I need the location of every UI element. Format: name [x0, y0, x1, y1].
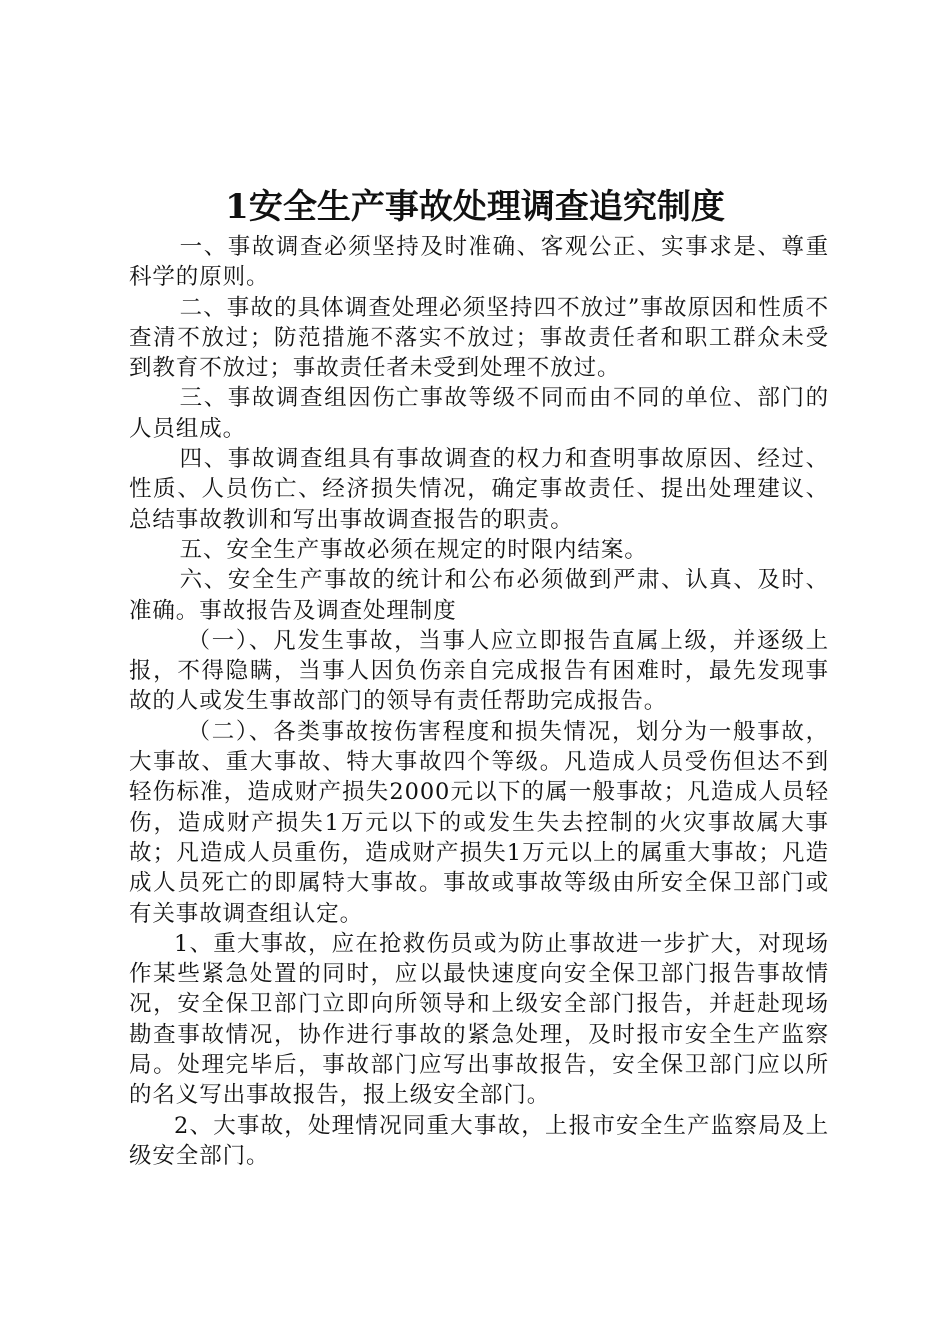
paragraph-principle: 一、事故调查必须坚持及时准确、客观公正、实事求是、尊重科学的原则。 — [129, 234, 829, 291]
paragraph-statistics: 六、安全生产事故的统计和公布必须做到严肃、认真、及时、准确。事故报告及调查处理制度 — [129, 567, 829, 624]
paragraph-report-immediately: （一）、凡发生事故，当事人应立即报告直属上级，并逐级上报，不得隐瞒，当事人因负伤亲自完成报告有困难时，最先发现事故的人或发生事故部门的领导有责任帮助完成报告。 — [129, 627, 829, 715]
paragraph-accident-levels: （二）、各类事故按伤害程度和损失情况，划分为一般事故，大事故、重大事故、特大事故四个等级。凡造成人员受伤但达不到轻伤标准，造成财产损失2000元以下的属一般事故；凡造成人员轻伤，造成财产损失1万元以下的或发生失去控制的火灾事故属大事故；凡造成人员重伤，造成财产损失1万元以上的属重大事故；凡造成人员死亡的即属特大事故。事故或事故等级由所安全保卫部门或有关事故调查组认定。 — [129, 718, 829, 927]
paragraph-major-accident: 1、重大事故，应在抢救伤员或为防止事故进一步扩大，对现场作某些紧急处置的同时，应以最快速度向安全保卫部门报告事故情况，安全保卫部门立即向所领导和上级安全部门报告，并赶赴现场勘查事故情况，协作进行事故的紧急处理，及时报市安全生产监察局。处理完毕后，事故部门应写出事故报告，安全保卫部门应以所的名义写出事故报告，报上级安全部门。 — [129, 930, 829, 1109]
paragraph-large-accident: 2、大事故，处理情况同重大事故，上报市安全生产监察局及上级安全部门。 — [129, 1112, 829, 1169]
document-body — [129, 232, 829, 1171]
paragraph-investigation-team: 三、事故调查组因伤亡事故等级不同而由不同的单位、部门的人员组成。 — [129, 385, 829, 442]
paragraph-time-limit: 五、安全生产事故必须在规定的时限内结案。 — [179, 536, 648, 563]
paragraph-team-authority: 四、事故调查组具有事故调查的权力和查明事故原因、经过、性质、人员伤亡、经济损失情况，确定事故责任、提出处理建议、总结事故教训和写出事故调查报告的职责。 — [129, 446, 829, 533]
document-title: 1安全生产事故处理调查追究制度 — [225, 187, 725, 227]
paragraph-four-not-pass: 二、事故的具体调查处理必须坚持四不放过”事故原因和性质不查清不放过；防范措施不落实不放过；事故责任者和职工群众未受到教育不放过；事故责任者未受到处理不放过。 — [129, 294, 829, 382]
